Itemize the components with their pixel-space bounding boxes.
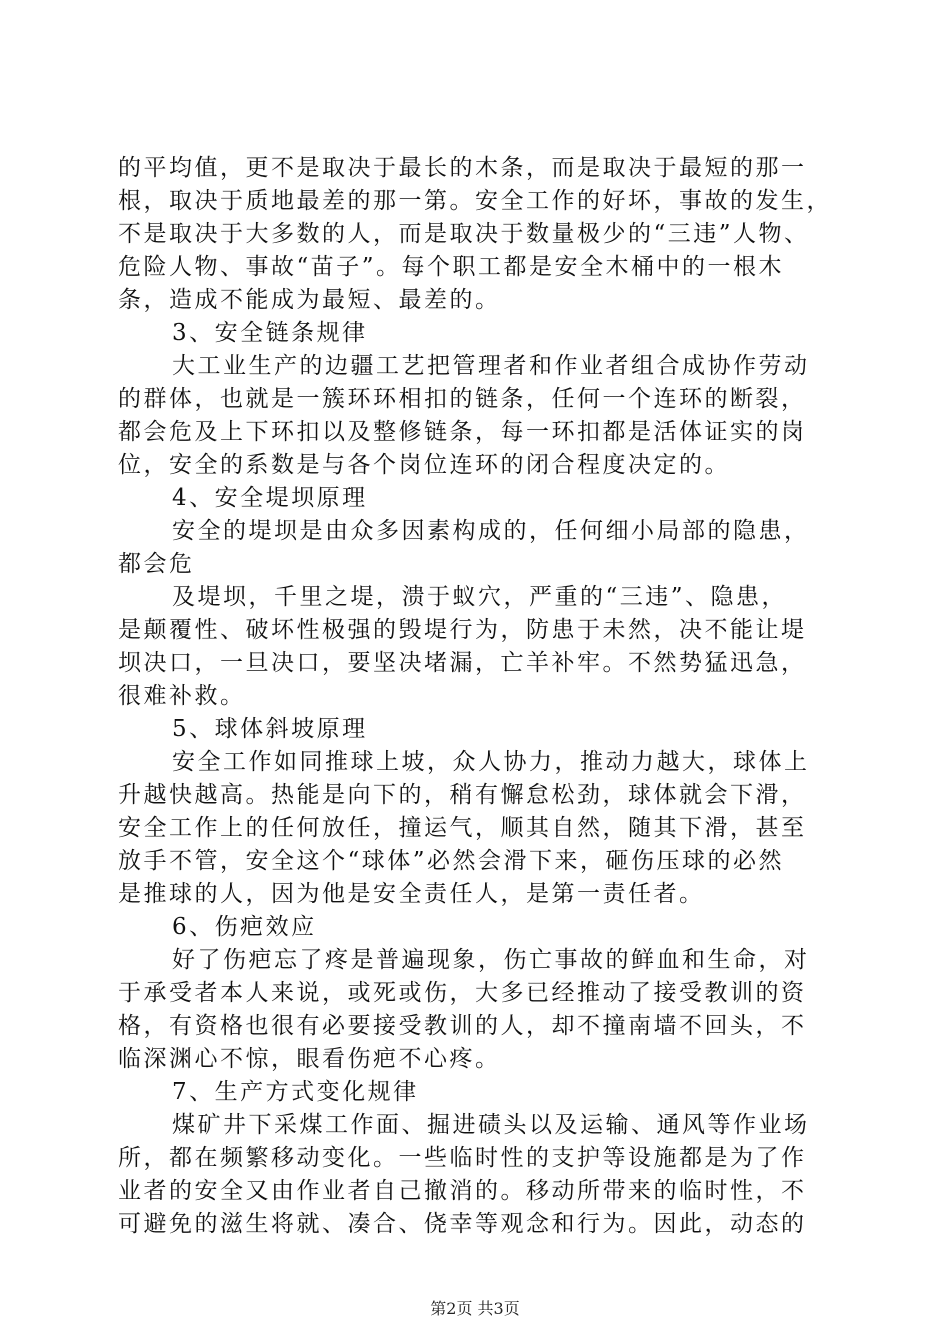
paragraph bbox=[118, 515, 834, 581]
text-line: 6、伤疤效应 bbox=[172, 914, 317, 940]
text-line: 坝决口，一旦决口，要坚决堵漏，亡羊补牢。不然势猛迅急， bbox=[118, 650, 807, 676]
text-line: 安全的堤坝是由众多因素构成的，任何细小局部的隐患， bbox=[172, 518, 810, 544]
text-line: 安全工作上的任何放任，撞运气，顺其自然，随其下滑，甚至 bbox=[118, 815, 807, 841]
page-footer: 第2页 共3页 bbox=[430, 1299, 520, 1318]
text-line: 安全工作如同推球上坡，众人协力，推动力越大，球体上 bbox=[172, 749, 810, 775]
text-line: 的群体，也就是一簇环环相扣的链条，任何一个连环的断裂， bbox=[118, 386, 807, 412]
section-heading bbox=[118, 482, 834, 515]
text-line: 放手不管，安全这个“球体”必然会滑下来，砸伤压球的必然 bbox=[118, 848, 785, 874]
text-line: 条，造成不能成为最短、最差的。 bbox=[118, 287, 501, 313]
text-line: 根，取决于质地最差的那一第。安全工作的好坏，事故的发生， bbox=[118, 188, 832, 214]
text-line: 好了伤疤忘了疼是普遍现象，伤亡事故的鲜血和生命，对 bbox=[172, 947, 810, 973]
text-line: 煤矿井下采煤工作面、掘进碛头以及运输、通风等作业场 bbox=[172, 1112, 810, 1138]
text-line: 很难补救。 bbox=[118, 683, 246, 709]
paragraph bbox=[118, 944, 834, 1076]
text-line: 4、安全堤坝原理 bbox=[172, 485, 368, 511]
text-line: 都会危 bbox=[118, 551, 195, 577]
text-line: 格，有资格也很有必要接受教训的人，却不撞南墙不回头，不 bbox=[118, 1013, 807, 1039]
text-line: 5、球体斜坡原理 bbox=[172, 716, 368, 742]
section-heading bbox=[118, 317, 834, 350]
text-line: 不是取决于大多数的人，而是取决于数量极少的“三违”人物、 bbox=[118, 221, 810, 247]
text-line: 于承受者本人来说，或死或伤，大多已经推动了接受教训的资 bbox=[118, 980, 807, 1006]
text-line: 都会危及上下环扣以及整修链条，每一环扣都是活体证实的岗 bbox=[118, 419, 807, 445]
section-heading bbox=[118, 1076, 834, 1109]
section-heading bbox=[118, 713, 834, 746]
paragraph bbox=[118, 1109, 834, 1241]
paragraph bbox=[118, 350, 834, 482]
paragraph bbox=[118, 746, 834, 911]
text-line: 及堤坝，千里之堤，溃于蚁穴，严重的“三违”、隐患， bbox=[172, 584, 788, 610]
paragraph bbox=[118, 581, 834, 713]
text-line: 3、安全链条规律 bbox=[172, 320, 368, 346]
text-line: 危险人物、事故“苗子”。每个职工都是安全木桶中的一根木 bbox=[118, 254, 785, 280]
text-line: 位，安全的系数是与各个岗位连环的闭合程度决定的。 bbox=[118, 452, 730, 478]
text-line: 7、生产方式变化规律 bbox=[172, 1079, 419, 1105]
section-heading bbox=[118, 911, 834, 944]
text-line: 升越快越高。热能是向下的，稍有懈怠松劲，球体就会下滑， bbox=[118, 782, 807, 808]
text-line: 是颠覆性、破坏性极强的毁堤行为，防患于未然，决不能让堤 bbox=[118, 617, 807, 643]
text-line: 所，都在频繁移动变化。一些临时性的支护等设施都是为了作 bbox=[118, 1145, 807, 1171]
text-line: 业者的安全又由作业者自己撤消的。移动所带来的临时性，不 bbox=[118, 1178, 807, 1204]
text-line: 临深渊心不惊，眼看伤疤不心疼。 bbox=[118, 1046, 501, 1072]
paragraph bbox=[118, 152, 834, 317]
text-line: 的平均值，更不是取决于最长的木条，而是取决于最短的那一 bbox=[118, 155, 807, 181]
document-body bbox=[118, 152, 834, 1241]
text-line: 是推球的人，因为他是安全责任人，是第一责任者。 bbox=[118, 881, 705, 907]
text-line: 大工业生产的边疆工艺把管理者和作业者组合成协作劳动 bbox=[172, 353, 810, 379]
text-line: 可避免的滋生将就、凑合、侥幸等观念和行为。因此，动态的 bbox=[118, 1211, 807, 1237]
